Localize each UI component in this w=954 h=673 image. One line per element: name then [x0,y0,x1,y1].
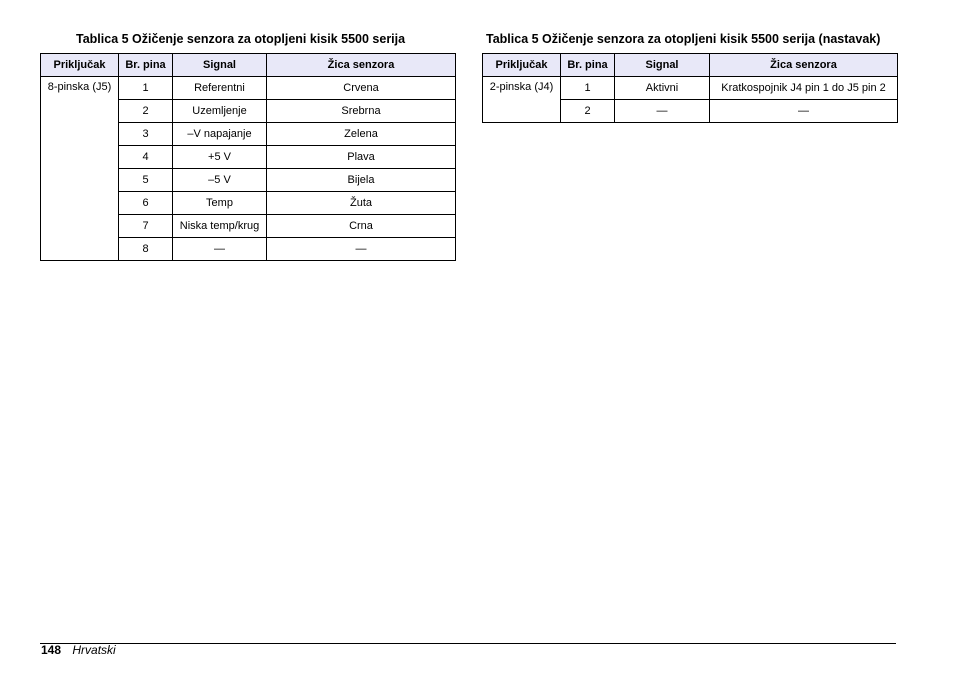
header-br-pina: Br. pina [119,54,173,77]
footer-language: Hrvatski [72,643,116,657]
signal-cell: –5 V [173,169,267,192]
signal-cell: –V napajanje [173,123,267,146]
wire-cell: Crna [267,215,456,238]
table-header-row [483,54,898,77]
signal-cell: — [173,238,267,261]
header-prikljucak: Priključak [483,54,561,77]
table-row [41,77,456,100]
pin-cell: 1 [561,77,615,100]
signal-cell: Uzemljenje [173,100,267,123]
table-row [483,77,898,100]
signal-cell: Niska temp/krug [173,215,267,238]
right-table-caption: Tablica 5 Ožičenje senzora za otopljeni kisik 5500 serija (nastavak) [486,32,881,46]
signal-cell: Temp [173,192,267,215]
connector-cell: 8-pinska (J5) [41,77,119,261]
connector-cell: 2-pinska (J4) [483,77,561,123]
pin-cell: 5 [119,169,173,192]
header-signal: Signal [173,54,267,77]
wire-cell: — [710,100,898,123]
header-br-pina: Br. pina [561,54,615,77]
signal-cell: — [615,100,710,123]
wire-cell: Srebrna [267,100,456,123]
pin-cell: 6 [119,192,173,215]
left-table-caption: Tablica 5 Ožičenje senzora za otopljeni kisik 5500 serija [76,32,406,46]
left-wiring-table [40,53,456,261]
header-zica-senzora: Žica senzora [710,54,898,77]
pin-cell: 1 [119,77,173,100]
pin-cell: 2 [119,100,173,123]
pin-cell: 3 [119,123,173,146]
signal-cell: Referentni [173,77,267,100]
signal-cell: +5 V [173,146,267,169]
wire-cell: Crvena [267,77,456,100]
page-footer [41,643,116,657]
signal-cell: Aktivni [615,77,710,100]
pin-cell: 4 [119,146,173,169]
wire-cell: Zelena [267,123,456,146]
pin-cell: 2 [561,100,615,123]
wire-cell: — [267,238,456,261]
table-header-row [41,54,456,77]
right-wiring-table [482,53,898,123]
header-zica-senzora: Žica senzora [267,54,456,77]
wire-cell: Bijela [267,169,456,192]
pin-cell: 7 [119,215,173,238]
header-prikljucak: Priključak [41,54,119,77]
header-signal: Signal [615,54,710,77]
page-number: 148 [41,643,62,657]
pin-cell: 8 [119,238,173,261]
wire-cell: Žuta [267,192,456,215]
wire-cell: Plava [267,146,456,169]
wire-cell: Kratkospojnik J4 pin 1 do J5 pin 2 [710,77,898,100]
footer-divider [40,643,896,644]
